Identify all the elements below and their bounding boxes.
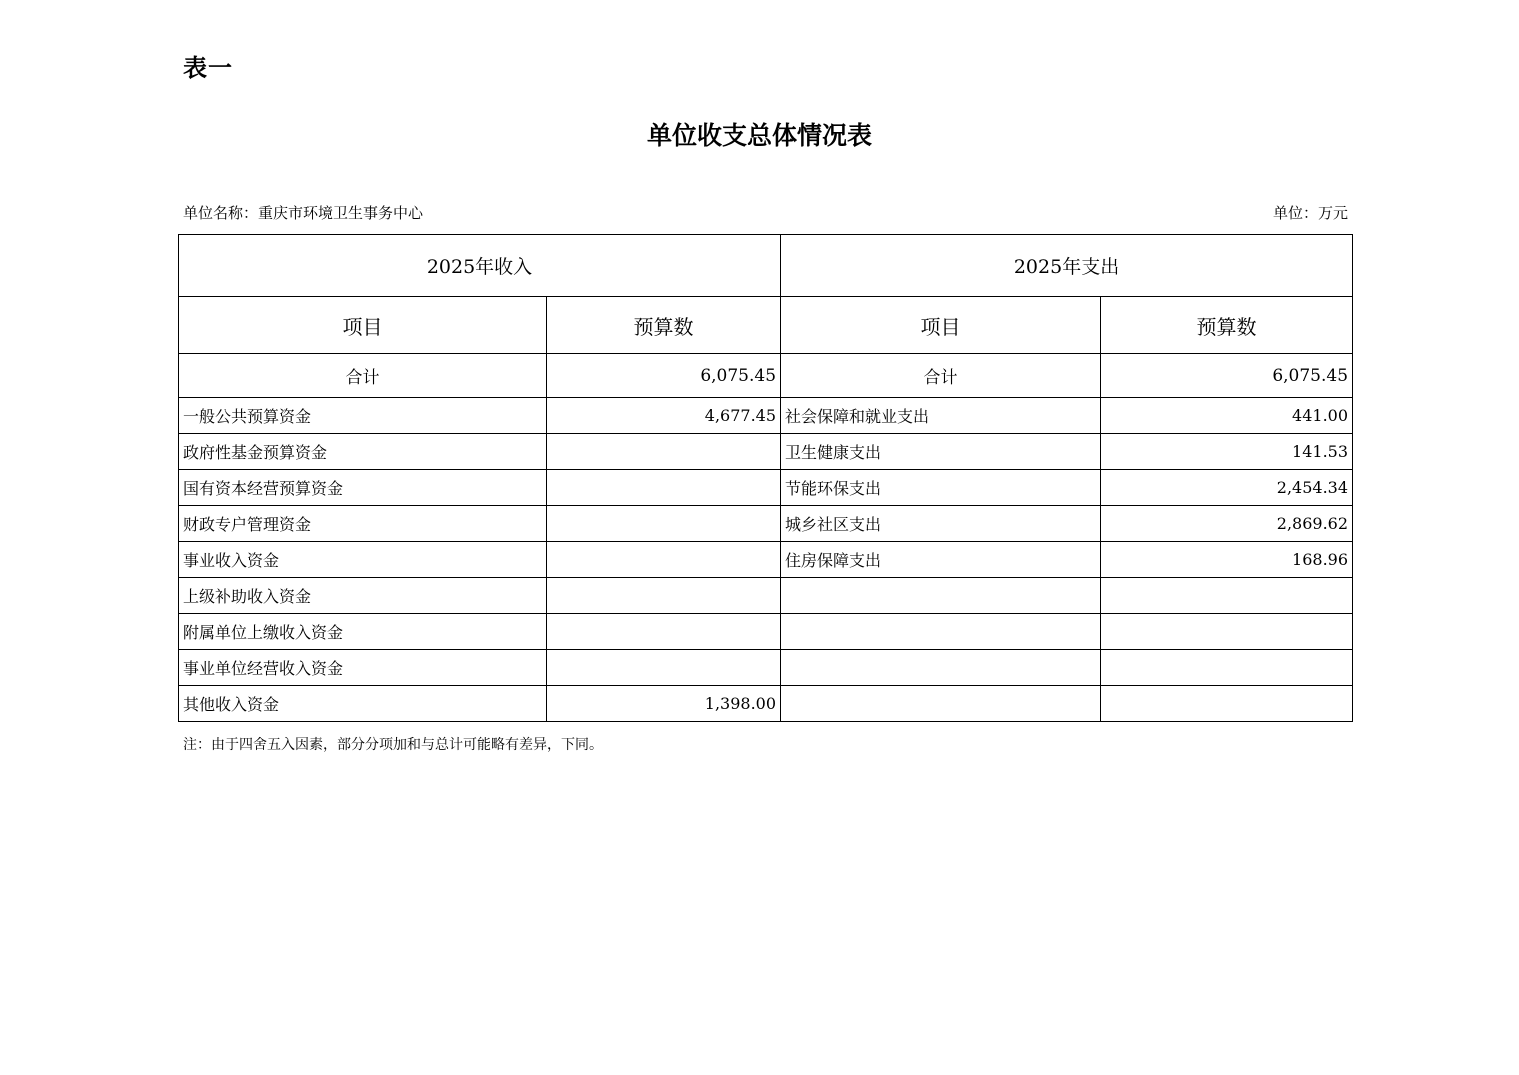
expense-budget-header: 预算数 [1101, 297, 1353, 354]
income-item: 财政专户管理资金 [179, 506, 547, 542]
table-row [179, 650, 1353, 686]
income-item: 附属单位上缴收入资金 [179, 614, 547, 650]
income-total-label: 合计 [179, 354, 547, 398]
page-title: 单位收支总体情况表 [646, 121, 872, 150]
budget-table [178, 234, 1353, 722]
expense-item: 城乡社区支出 [781, 506, 1101, 542]
expense-item [781, 614, 1101, 650]
table-row [179, 506, 1353, 542]
income-value [547, 650, 781, 686]
income-value [547, 542, 781, 578]
expense-value [1101, 650, 1353, 686]
table-row [179, 434, 1353, 470]
expense-value: 2,454.34 [1101, 470, 1353, 506]
income-budget-header: 预算数 [547, 297, 781, 354]
table-row [179, 578, 1353, 614]
income-item: 事业收入资金 [179, 542, 547, 578]
table-row [179, 542, 1353, 578]
expense-total-value: 6,075.45 [1101, 354, 1353, 398]
table-row [179, 398, 1353, 434]
income-value: 4,677.45 [547, 398, 781, 434]
income-total-value: 6,075.45 [547, 354, 781, 398]
section-header-row [179, 235, 1353, 297]
income-value [547, 506, 781, 542]
expense-item [781, 578, 1101, 614]
unit-name-label: 单位名称：重庆市环境卫生事务中心 [183, 204, 424, 222]
expense-value [1101, 614, 1353, 650]
expense-item: 住房保障支出 [781, 542, 1101, 578]
expense-section-header: 2025年支出 [781, 235, 1353, 297]
total-row [179, 354, 1353, 398]
expense-item: 卫生健康支出 [781, 434, 1101, 470]
expense-value [1101, 578, 1353, 614]
expense-total-label: 合计 [781, 354, 1101, 398]
expense-item-header: 项目 [781, 297, 1101, 354]
income-item: 上级补助收入资金 [179, 578, 547, 614]
income-value [547, 578, 781, 614]
income-item: 事业单位经营收入资金 [179, 650, 547, 686]
income-section-header: 2025年收入 [179, 235, 781, 297]
table-row [179, 470, 1353, 506]
expense-value: 168.96 [1101, 542, 1353, 578]
table-number-label: 表一 [183, 54, 233, 82]
table-row [179, 614, 1353, 650]
expense-item: 社会保障和就业支出 [781, 398, 1101, 434]
income-item: 一般公共预算资金 [179, 398, 547, 434]
income-item: 国有资本经营预算资金 [179, 470, 547, 506]
expense-value: 2,869.62 [1101, 506, 1353, 542]
income-value: 1,398.00 [547, 686, 781, 722]
income-item-header: 项目 [179, 297, 547, 354]
expense-value: 441.00 [1101, 398, 1353, 434]
table-row [179, 686, 1353, 722]
income-item: 政府性基金预算资金 [179, 434, 547, 470]
income-value [547, 614, 781, 650]
expense-value [1101, 686, 1353, 722]
expense-value: 141.53 [1101, 434, 1353, 470]
expense-item: 节能环保支出 [781, 470, 1101, 506]
income-item: 其他收入资金 [179, 686, 547, 722]
column-header-row [179, 297, 1353, 354]
income-value [547, 470, 781, 506]
income-value [547, 434, 781, 470]
footnote: 注：由于四舍五入因素，部分分项加和与总计可能略有差异，下同。 [183, 737, 603, 753]
expense-item [781, 650, 1101, 686]
currency-unit-label: 单位：万元 [1272, 204, 1348, 222]
expense-item [781, 686, 1101, 722]
